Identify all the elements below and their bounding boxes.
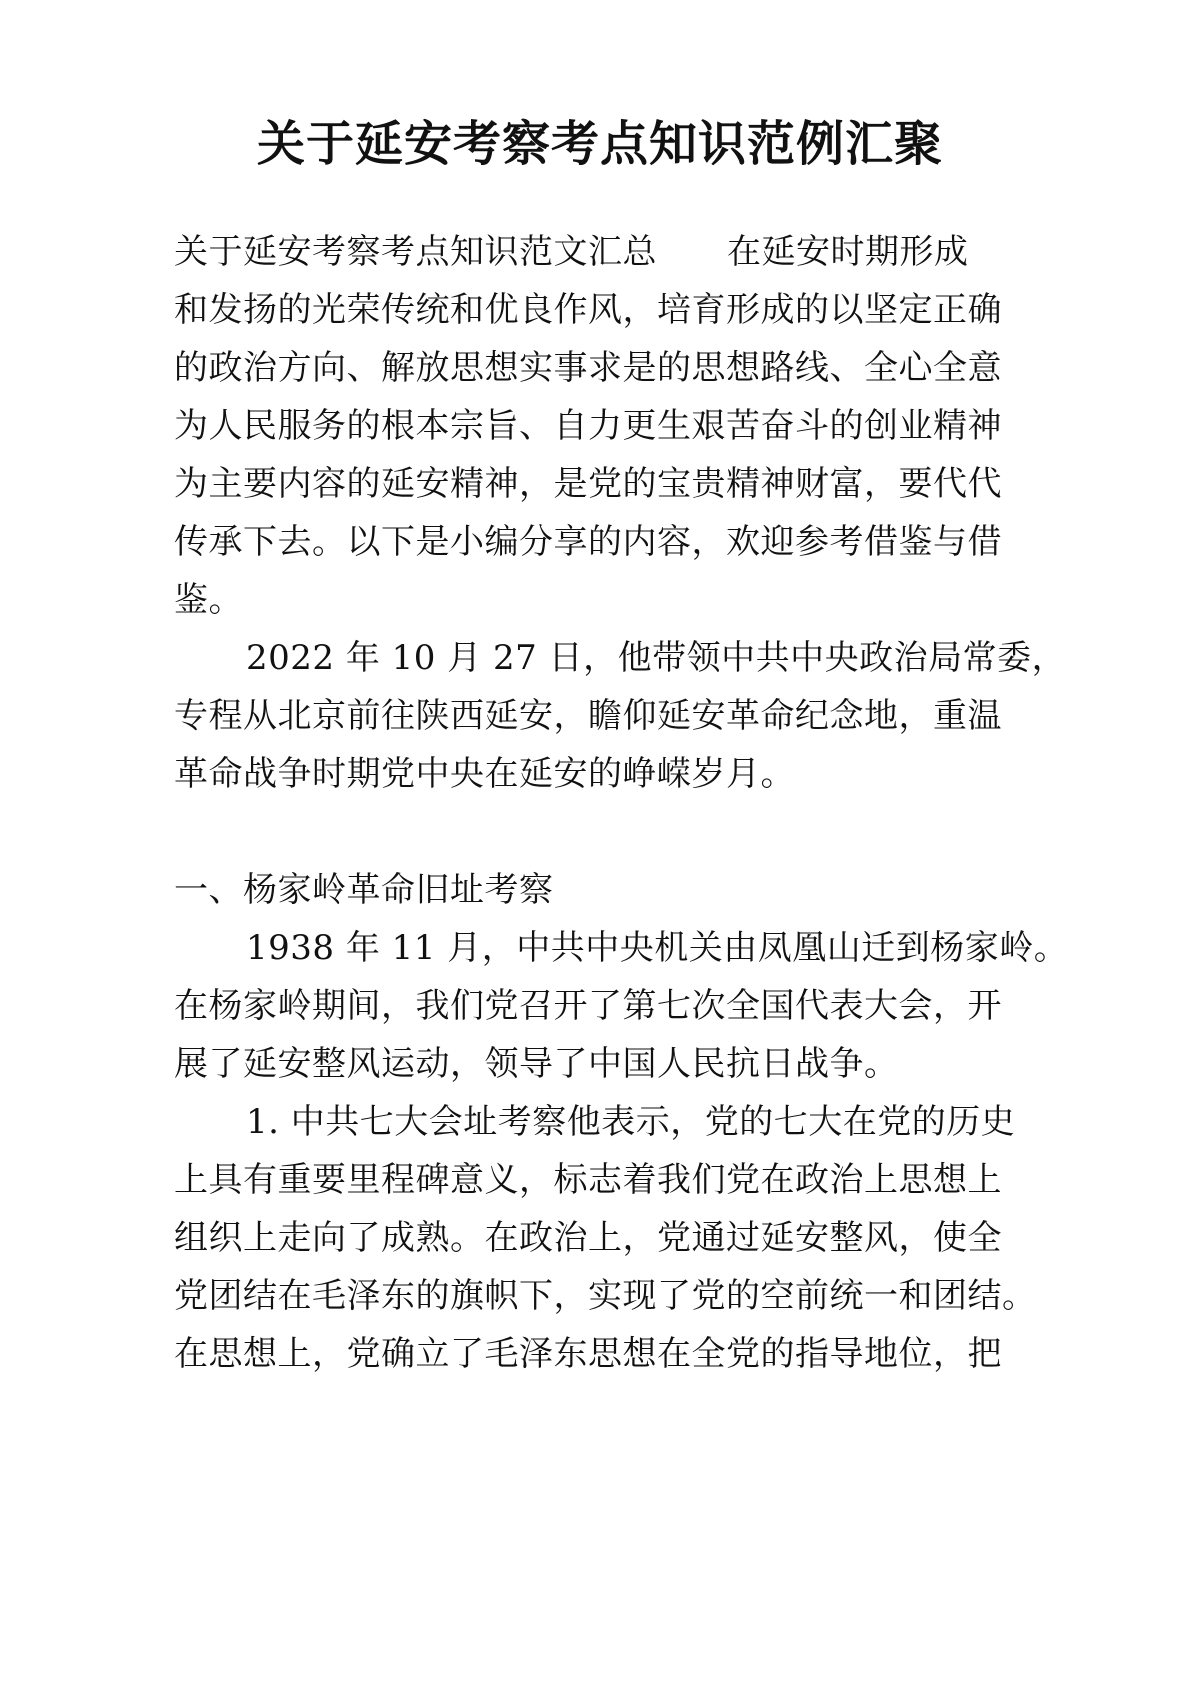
intro-line-5: 为主要内容的延安精神，是党的宝贵精神财富，要代代 (174, 464, 1002, 504)
para-2-line-3: 革命战争时期党中央在延安的峥嵘岁月。 (174, 754, 795, 794)
section-1-para-2-line-1: 1. 中共七大会址考察他表示，党的七大在党的历史 (246, 1102, 1016, 1142)
section-1-para-1-line-2: 在杨家岭期间，我们党召开了第七次全国代表大会，开 (174, 986, 1002, 1026)
para-2-line-1: 2022 年 10 月 27 日，他带领中共中央政治局常委， (246, 638, 1067, 678)
intro-line-6: 传承下去。以下是小编分享的内容，欢迎参考借鉴与借 (174, 522, 1002, 562)
intro-line-4: 为人民服务的根本宗旨、自力更生艰苦奋斗的创业精神 (174, 406, 1002, 446)
page-title: 关于延安考察考点知识范例汇聚 (256, 116, 943, 172)
section-1-heading: 一、杨家岭革命旧址考察 (174, 870, 554, 910)
para-2-line-2: 专程从北京前往陕西延安，瞻仰延安革命纪念地，重温 (174, 696, 1002, 736)
section-1-para-2-line-2: 上具有重要里程碑意义，标志着我们党在政治上思想上 (174, 1160, 1002, 1200)
section-1-para-2-line-4: 党团结在毛泽东的旗帜下，实现了党的空前统一和团结。 (174, 1276, 1037, 1316)
section-1-para-2-line-5: 在思想上，党确立了毛泽东思想在全党的指导地位，把 (174, 1334, 1002, 1374)
intro-line-2: 和发扬的光荣传统和优良作风，培育形成的以坚定正确 (174, 290, 1002, 330)
section-1-para-1-line-1: 1938 年 11 月，中共中央机关由凤凰山迁到杨家岭。 (246, 928, 1069, 968)
intro-line-1 (174, 228, 969, 276)
intro-line-1-part-a: 关于延安考察考点知识范文汇总 (174, 232, 657, 272)
intro-line-3: 的政治方向、解放思想实事求是的思想路线、全心全意 (174, 348, 1002, 388)
section-1-para-2-line-3: 组织上走向了成熟。在政治上，党通过延安整风，使全 (174, 1218, 1002, 1258)
section-1-para-1-line-3: 展了延安整风运动，领导了中国人民抗日战争。 (174, 1044, 899, 1084)
intro-line-7: 鉴。 (174, 580, 243, 620)
intro-line-1-part-b: 在延安时期形成 (727, 232, 969, 272)
